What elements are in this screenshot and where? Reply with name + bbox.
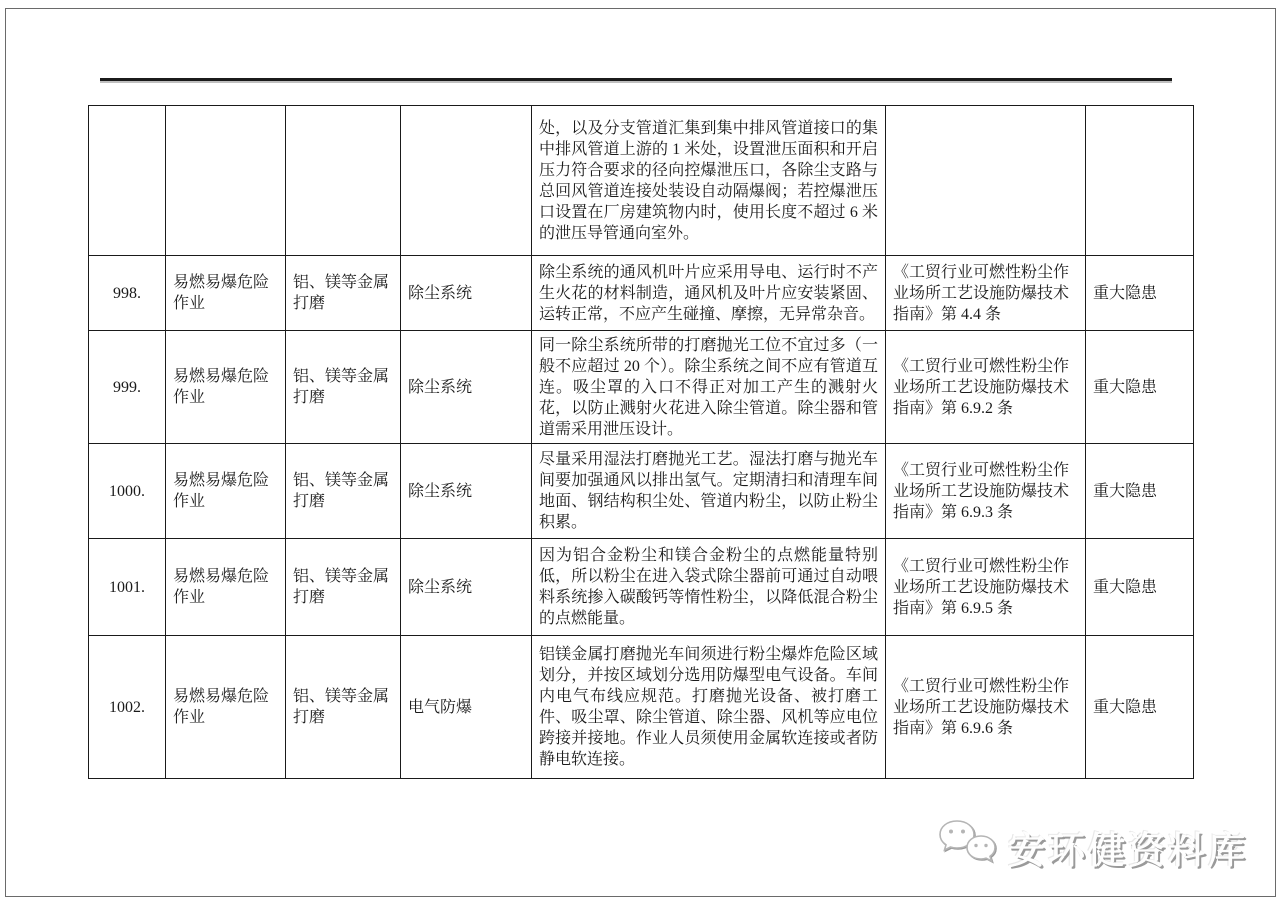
reference-cell: 《工贸行业可燃性粉尘作业场所工艺设施防爆技术指南》第 4.4 条	[886, 256, 1086, 331]
watermark	[936, 818, 1248, 875]
severity-cell: 重大隐患	[1086, 444, 1194, 539]
row-number-cell: 1002.	[89, 636, 166, 779]
table-row	[89, 256, 1194, 331]
row-number-cell: 999.	[89, 331, 166, 444]
category-cell: 易燃易爆危险作业	[166, 636, 286, 779]
row-number-cell: 1001.	[89, 539, 166, 636]
reference-cell: 《工贸行业可燃性粉尘作业场所工艺设施防爆技术指南》第 6.9.2 条	[886, 331, 1086, 444]
row-number-cell	[89, 106, 166, 256]
header-rule	[100, 78, 1172, 81]
severity-cell	[1086, 106, 1194, 256]
table-row	[89, 331, 1194, 444]
category-cell: 易燃易爆危险作业	[166, 256, 286, 331]
severity-cell: 重大隐患	[1086, 256, 1194, 331]
system-cell: 除尘系统	[401, 444, 532, 539]
reference-cell	[886, 106, 1086, 256]
description-cell: 同一除尘系统所带的打磨抛光工位不宜过多（一般不应超过 20 个）。除尘系统之间不应有管道互连。吸尘罩的入口不得正对加工产生的溅射火花，以防止溅射火花进入除尘管道。除尘器和管道需采用泄压设计。	[532, 331, 886, 444]
system-cell: 除尘系统	[401, 256, 532, 331]
severity-cell: 重大隐患	[1086, 636, 1194, 779]
description-cell: 除尘系统的通风机叶片应采用导电、运行时不产生火花的材料制造，通风机及叶片应安装紧固、运转正常，不应产生碰撞、摩擦，无异常杂音。	[532, 256, 886, 331]
watermark-text: 安环健资料库	[1008, 829, 1248, 871]
row-number-cell: 1000.	[89, 444, 166, 539]
description-cell: 因为铝合金粉尘和镁合金粉尘的点燃能量特别低，所以粉尘在进入袋式除尘器前可通过自动喂料系统掺入碳酸钙等惰性粉尘，以降低混合粉尘的点燃能量。	[532, 539, 886, 636]
reference-cell: 《工贸行业可燃性粉尘作业场所工艺设施防爆技术指南》第 6.9.5 条	[886, 539, 1086, 636]
system-cell	[401, 106, 532, 256]
reference-cell: 《工贸行业可燃性粉尘作业场所工艺设施防爆技术指南》第 6.9.6 条	[886, 636, 1086, 779]
subcategory-cell	[286, 106, 401, 256]
description-cell: 铝镁金属打磨抛光车间须进行粉尘爆炸危险区域划分，并按区域划分选用防爆型电气设备。车间内电气布线应规范。打磨抛光设备、被打磨工件、吸尘罩、除尘管道、除尘器、风机等应电位跨接并接地。作业人员须使用金属软连接或者防静电软连接。	[532, 636, 886, 779]
category-cell: 易燃易爆危险作业	[166, 539, 286, 636]
system-cell: 除尘系统	[401, 539, 532, 636]
reference-cell: 《工贸行业可燃性粉尘作业场所工艺设施防爆技术指南》第 6.9.3 条	[886, 444, 1086, 539]
subcategory-cell: 铝、镁等金属打磨	[286, 539, 401, 636]
table-row	[89, 539, 1194, 636]
system-cell: 电气防爆	[401, 636, 532, 779]
subcategory-cell: 铝、镁等金属打磨	[286, 331, 401, 444]
table-row	[89, 636, 1194, 779]
hazard-table	[88, 105, 1194, 779]
severity-cell: 重大隐患	[1086, 331, 1194, 444]
subcategory-cell: 铝、镁等金属打磨	[286, 444, 401, 539]
category-cell: 易燃易爆危险作业	[166, 331, 286, 444]
table-row	[89, 444, 1194, 539]
table-row	[89, 106, 1194, 256]
subcategory-cell: 铝、镁等金属打磨	[286, 256, 401, 331]
description-cell: 尽量采用湿法打磨抛光工艺。湿法打磨与抛光车间要加强通风以排出氢气。定期清扫和清理车间地面、钢结构积尘处、管道内粉尘，以防止粉尘积累。	[532, 444, 886, 539]
subcategory-cell: 铝、镁等金属打磨	[286, 636, 401, 779]
wechat-icon	[936, 818, 1000, 875]
system-cell: 除尘系统	[401, 331, 532, 444]
row-number-cell: 998.	[89, 256, 166, 331]
category-cell	[166, 106, 286, 256]
category-cell: 易燃易爆危险作业	[166, 444, 286, 539]
severity-cell: 重大隐患	[1086, 539, 1194, 636]
description-cell: 处，以及分支管道汇集到集中排风管道接口的集中排风管道上游的 1 米处，设置泄压面积和开启压力符合要求的径向控爆泄压口，各除尘支路与总回风管道连接处装设自动隔爆阀；若控爆泄压口设置在厂房建筑物内时，使用长度不超过 6 米的泄压导管通向室外。	[532, 106, 886, 256]
